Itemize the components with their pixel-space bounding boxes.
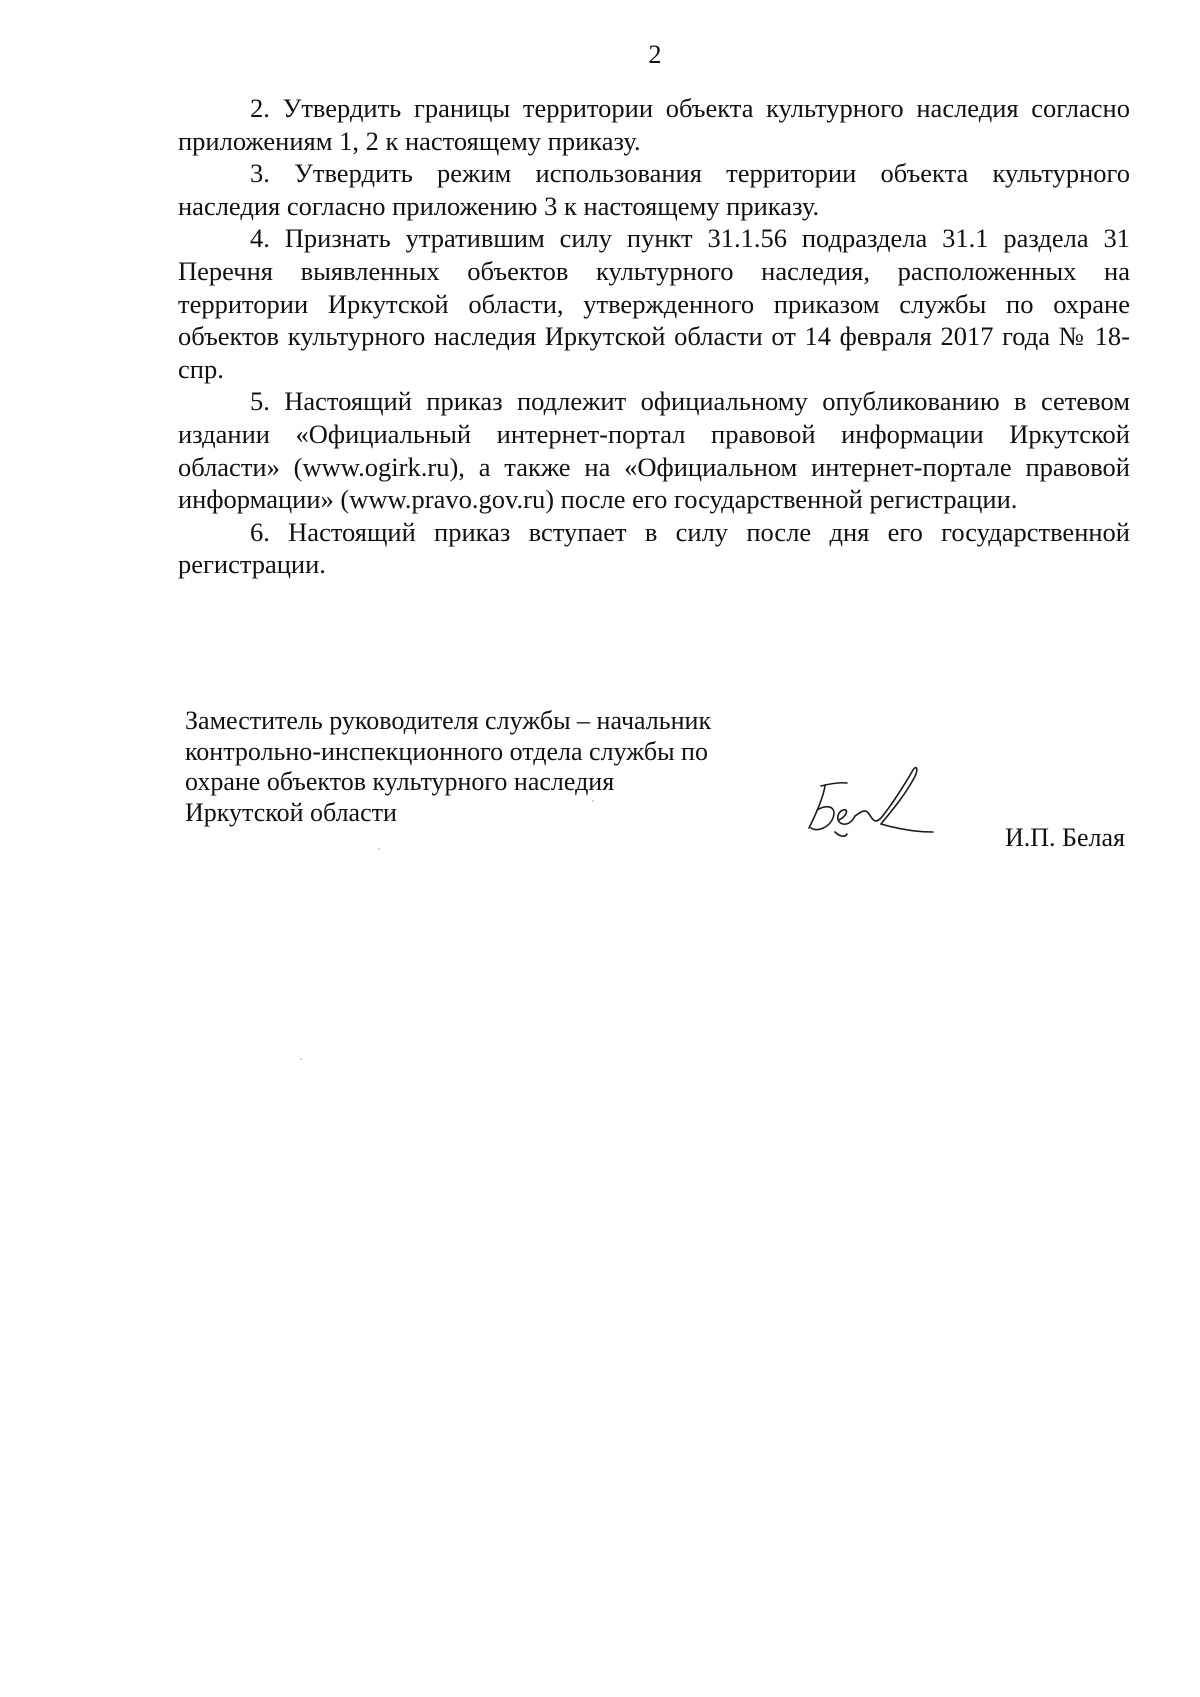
position-line-1: Заместитель руководителя службы – начальник	[185, 706, 712, 735]
clause-4: 4. Признать утратившим силу пункт 31.1.56 подраздела 31.1 раздела 31 Перечня выявленных объектов культурного наследия, расположенных на территории Иркутской области, утвержденного приказом службы по охране объектов культурного наследия Иркутской области от 14 февраля 2017 года № 18-спр.	[178, 223, 1130, 384]
scan-speck	[300, 1058, 302, 1060]
position-line-3: охране объектов культурного наследия	[185, 767, 615, 796]
position-line-2: контрольно-инспекционного отдела службы по	[185, 736, 708, 766]
order-clauses	[178, 92, 1130, 581]
signer-name: И.П. Белая	[1005, 823, 1125, 852]
clause-6: 6. Настоящий приказ вступает в силу после дня его государственной регистрации.	[178, 516, 1130, 580]
clause-5: 5. Настоящий приказ подлежит официальному опубликованию в сетевом издании «Официальный интернет-портал правовой информации Иркутской области» (www.ogirk.ru), а также на «Официальном интернет-портале правовой информации» (www.pravo.gov.ru) после его государственной регистрации.	[178, 386, 1130, 515]
scan-speck	[592, 800, 594, 802]
position-line-4: Иркутской области	[185, 797, 397, 827]
scan-speck	[378, 848, 380, 850]
clause-2: 2. Утвердить границы территории объекта культурного наследия согласно приложениям 1, 2 к настоящему приказу.	[178, 93, 1130, 156]
page-number: 2	[648, 40, 662, 69]
signatory-position	[185, 706, 805, 828]
clause-3: 3. Утвердить режим использования территории объекта культурного наследия согласно приложению 3 к настоящему приказу.	[178, 158, 1130, 221]
handwritten-signature-icon	[795, 762, 935, 862]
